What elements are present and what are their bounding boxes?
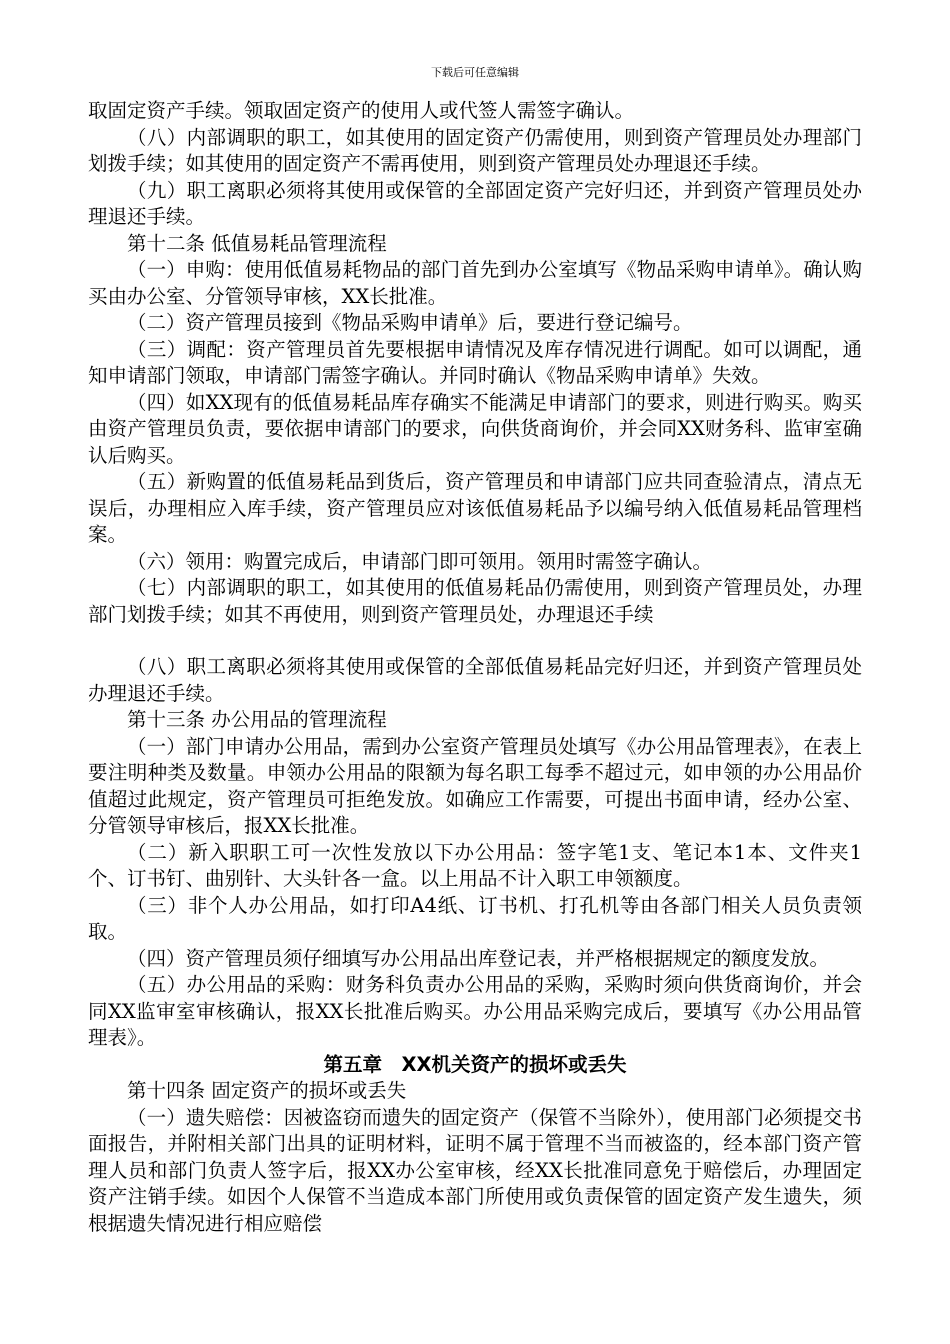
paragraph: （二）资产管理员接到《物品采购申请单》后，要进行登记编号。 [127, 311, 693, 334]
paragraph: （一）遗失赔偿：因被盗窃而遗失的固定资产（保管不当除外），使用部门必须提交书面报告，并附相关部门出具的证明材料，证明不属于管理不当而被盗的，经本部门资产管理人员和部门负责人签字后，报XX办公室审核，经XX长批准同意免于赔偿后，办理固定资产注销手续。如因个人保管不当造成本部门所使用或负责保管的固定资产发生遗失，须根据遗失情况进行相应赔偿 [88, 1105, 862, 1235]
paragraph: （五）新购置的低值易耗品到货后，资产管理员和申请部门应共同查验清点，清点无误后，办理相应入库手续，资产管理员应对该低值易耗品予以编号纳入低值易耗品管理档案。 [88, 470, 862, 546]
article-heading: 第十二条 低值易耗品管理流程 [127, 231, 387, 255]
article-heading: 第十三条 办公用品的管理流程 [127, 708, 387, 731]
paragraph: （四）资产管理员须仔细填写办公用品出库登记表，并严格根据规定的额度发放。 [127, 946, 830, 970]
paragraph: （六）领用：购置完成后，申请部门即可领用。领用时需签字确认。 [127, 549, 713, 573]
paragraph: （一）申购：使用低值易耗物品的部门首先到办公室填写《物品采购申请单》。确认购买由办公室、分管领导审核，XX长批准。 [88, 258, 862, 308]
paragraph: （四）如XX现有的低值易耗品库存确实不能满足申请部门的要求，则进行购买。购买由资产管理员负责，要依据申请部门的要求，向供货商询价，并会同XX财务科、监审室确认后购买。 [88, 390, 862, 467]
paragraph: （七）内部调职的职工，如其使用的低值易耗品仍需使用，则到资产管理员处，办理部门划拨手续；如其不再使用，则到资产管理员处，办理退还手续 [88, 576, 862, 626]
chapter-heading: 第五章 XX机关资产的损坏或丢失 [323, 1052, 627, 1076]
paragraph: 取固定资产手续。领取固定资产的使用人或代签人需签字确认。 [88, 99, 635, 122]
paragraph: （一）部门申请办公用品，需到办公室资产管理员处填写《办公用品管理表》，在表上要注明种类及数量。申领办公用品的限额为每名职工每季不超过元，如申领的办公用品价值超过此规定，资产管理员可拒绝发放。如确应工作需要，可提出书面申请，经办公室、分管领导审核后，报XX长批准。 [88, 734, 862, 837]
document-body [88, 98, 862, 1237]
article-heading: 第十四条 固定资产的损坏或丢失 [127, 1079, 407, 1102]
paragraph: （三）非个人办公用品，如打印A4纸、订书机、打孔机等由各部门相关人员负责领取。 [88, 893, 862, 943]
paragraph: （五）办公用品的采购：财务科负责办公用品的采购，采购时须向供货商询价，并会同XX监审室审核确认，报XX长批准后购买。办公用品采购完成后，要填写《办公用品管理表》。 [88, 973, 862, 1049]
page-header: 下载后可任意编辑 [431, 66, 519, 79]
paragraph: （九）职工离职必须将其使用或保管的全部固定资产完好归还，并到资产管理员处办理退还手续。 [88, 178, 862, 228]
paragraph: （三）调配：资产管理员首先要根据申请情况及库存情况进行调配。如可以调配，通知申请部门领取，申请部门需签字确认。并同时确认《物品采购申请单》失效。 [88, 337, 862, 387]
paragraph: （二）新入职职工可一次性发放以下办公用品：签字笔1支、笔记本1本、文件夹1个、订书钉、曲别针、大头针各一盒。以上用品不计入职工申领额度。 [88, 840, 862, 890]
paragraph: （八）职工离职必须将其使用或保管的全部低值易耗品完好归还，并到资产管理员处办理退还手续。 [88, 655, 862, 705]
paragraph: （八）内部调职的职工，如其使用的固定资产仍需使用，则到资产管理员处办理部门划拨手续；如其使用的固定资产不需再使用，则到资产管理员处办理退还手续。 [88, 125, 862, 175]
